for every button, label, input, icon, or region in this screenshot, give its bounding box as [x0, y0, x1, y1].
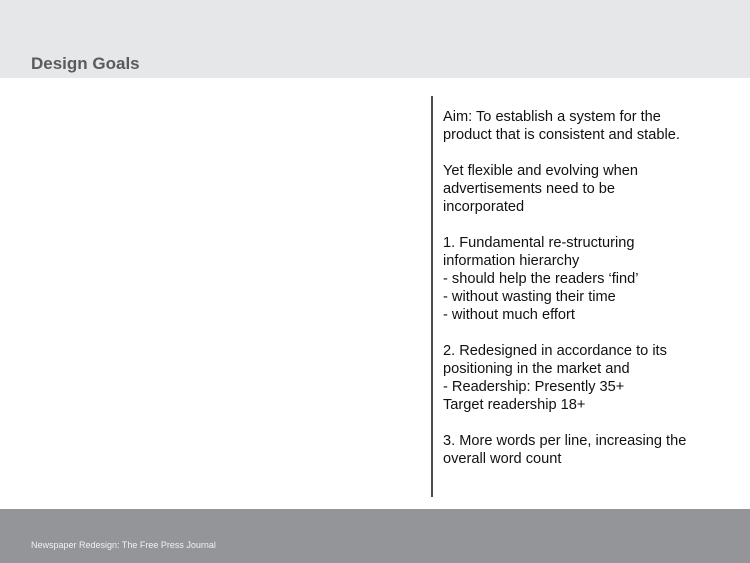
point-3-block: [443, 432, 743, 468]
footer-caption: Newspaper Redesign: The Free Press Journal: [31, 540, 216, 550]
point-1-block: [443, 234, 743, 324]
aim-line: product that is consistent and stable.: [443, 127, 680, 143]
point-1-line: - without much effort: [443, 307, 575, 323]
flexible-line: advertisements need to be: [443, 181, 615, 197]
point-3-line: 3. More words per line, increasing the: [443, 433, 687, 449]
flexible-block: [443, 162, 743, 216]
aim-line: Aim: To establish a system for the: [443, 109, 661, 125]
page-title: Design Goals: [31, 54, 140, 73]
flexible-line: incorporated: [443, 199, 525, 215]
point-1-line: - should help the readers ‘find’: [443, 271, 639, 287]
point-1-line: - without wasting their time: [443, 289, 616, 305]
flexible-line: Yet flexible and evolving when: [443, 163, 638, 179]
aim-block: [443, 108, 743, 144]
vertical-divider: [431, 96, 433, 497]
point-2-line: Target readership 18+: [443, 397, 586, 413]
point-1-line: information hierarchy: [443, 253, 580, 269]
point-2-block: [443, 342, 743, 414]
point-1-line: 1. Fundamental re-structuring: [443, 235, 635, 251]
point-3-line: overall word count: [443, 451, 562, 467]
footer-band: [0, 509, 750, 563]
point-2-line: positioning in the market and: [443, 361, 630, 377]
point-2-line: - Readership: Presently 35+: [443, 379, 625, 395]
point-2-line: 2. Redesigned in accordance to its: [443, 343, 667, 359]
content-text: [443, 108, 743, 486]
